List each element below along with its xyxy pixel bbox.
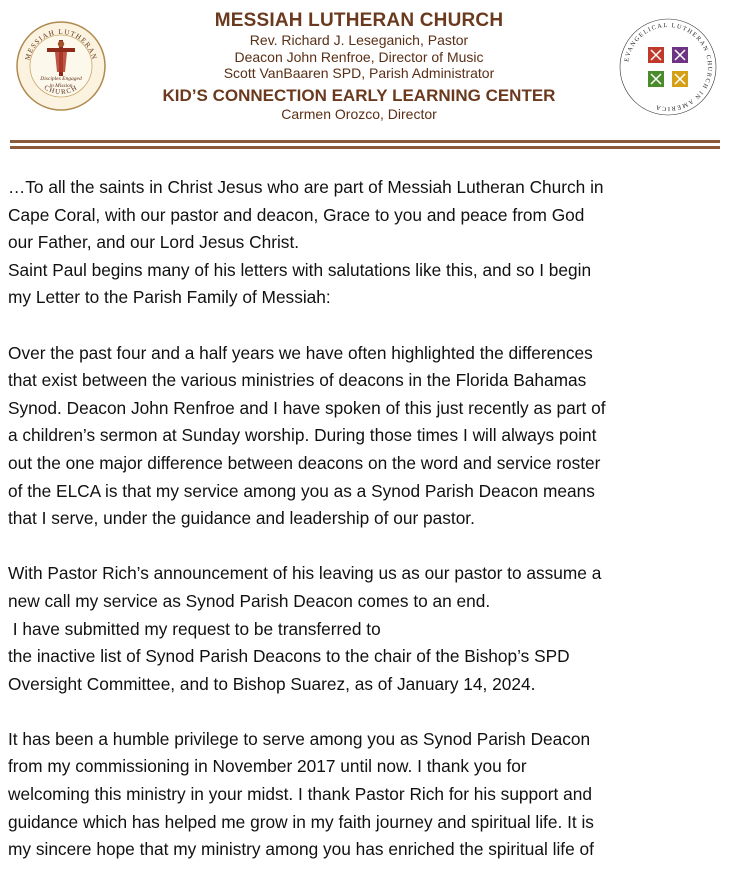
header-divider-bottom (10, 146, 720, 149)
letter-line: Over the past four and a half years we have often highlighted the differences (8, 342, 593, 363)
letter-line: a children’s sermon at Sunday worship. During those times I will always point (8, 425, 597, 446)
elca-logo (618, 17, 718, 117)
letter-line: new call my service as Synod Parish Deacon comes to an end. (8, 590, 491, 611)
letter-line: out the one major difference between deacons on the word and service roster (8, 452, 601, 473)
letter-line: my Letter to the Parish Family of Messiah: (8, 287, 331, 308)
letter-line: Saint Paul begins many of his letters with salutations like this, and so I begin (8, 259, 592, 280)
header-divider-top (10, 140, 720, 143)
letter-line: Oversight Committee, and to Bishop Suarez, as of January 14, 2024. (8, 673, 536, 694)
letter-line: welcoming this ministry in your midst. I thank Pastor Rich for his support and (8, 784, 592, 805)
letter-line: With Pastor Rich’s announcement of his leaving us as our pastor to assume a (8, 563, 602, 584)
school-director-line: Carmen Orozco, Director (281, 105, 437, 122)
paragraph-gap (8, 533, 724, 561)
school-name: KID’S CONNECTION EARLY LEARNING CENTER (162, 85, 556, 105)
seal-ring-bottom-text: CHURCH (42, 83, 80, 97)
letter-line: guidance which has helped me grow in my faith journey and spiritual life. It is (8, 811, 594, 832)
music-director-line: Deacon John Renfroe, Director of Music (234, 48, 484, 65)
letter-line: It has been a humble privilege to serve among you as Synod Parish Deacon (8, 728, 591, 749)
letter-line: our Father, and our Lord Jesus Christ. (8, 232, 300, 253)
letter-line: I have submitted my request to be transferred to (8, 618, 381, 639)
letter-line: the inactive list of Synod Parish Deacons to the chair of the Bishop’s SPD (8, 646, 570, 667)
letter-line: my sincere hope that my ministry among you has enriched the spiritual life of (8, 839, 594, 860)
letter-line: of the ELCA is that my service among you as a Synod Parish Deacon means (8, 480, 595, 501)
church-name: MESSIAH LUTHERAN CHURCH (214, 10, 504, 31)
letter-line: from my commissioning in November 2017 until now. I thank you for (8, 756, 527, 777)
messiah-church-seal-logo (15, 20, 107, 112)
elca-ring-text: EVANGELICAL LUTHERAN CHURCH IN AMERICA (623, 21, 714, 113)
masthead (118, 10, 600, 122)
seal-motto-line2: in Mission (49, 83, 73, 89)
pastor-line: Rev. Richard J. Leseganich, Pastor (249, 32, 469, 48)
seal-motto-line1: Disciples Engaged (40, 76, 82, 82)
paragraph-gap (8, 312, 724, 340)
letter-line: Cape Coral, with our pastor and deacon, Grace to you and peace from God (8, 204, 585, 225)
letter-line: …To all the saints in Christ Jesus who are part of Messiah Lutheran Church in (8, 177, 604, 197)
letter-line: Synod. Deacon John Renfroe and I have spoken of this just recently as part of (8, 397, 606, 418)
letter-body (8, 174, 724, 864)
letter-line: that exist between the various ministries of deacons in the Florida Bahamas (8, 370, 587, 391)
administrator-line: Scott VanBaaren SPD, Parish Administrator (223, 65, 495, 81)
paragraph-gap (8, 698, 724, 726)
letter-line: that I serve, under the guidance and leadership of our pastor. (8, 508, 475, 529)
seal-ring-top-text: MESSIAH LUTHERAN (23, 27, 99, 62)
letterhead (0, 0, 730, 148)
